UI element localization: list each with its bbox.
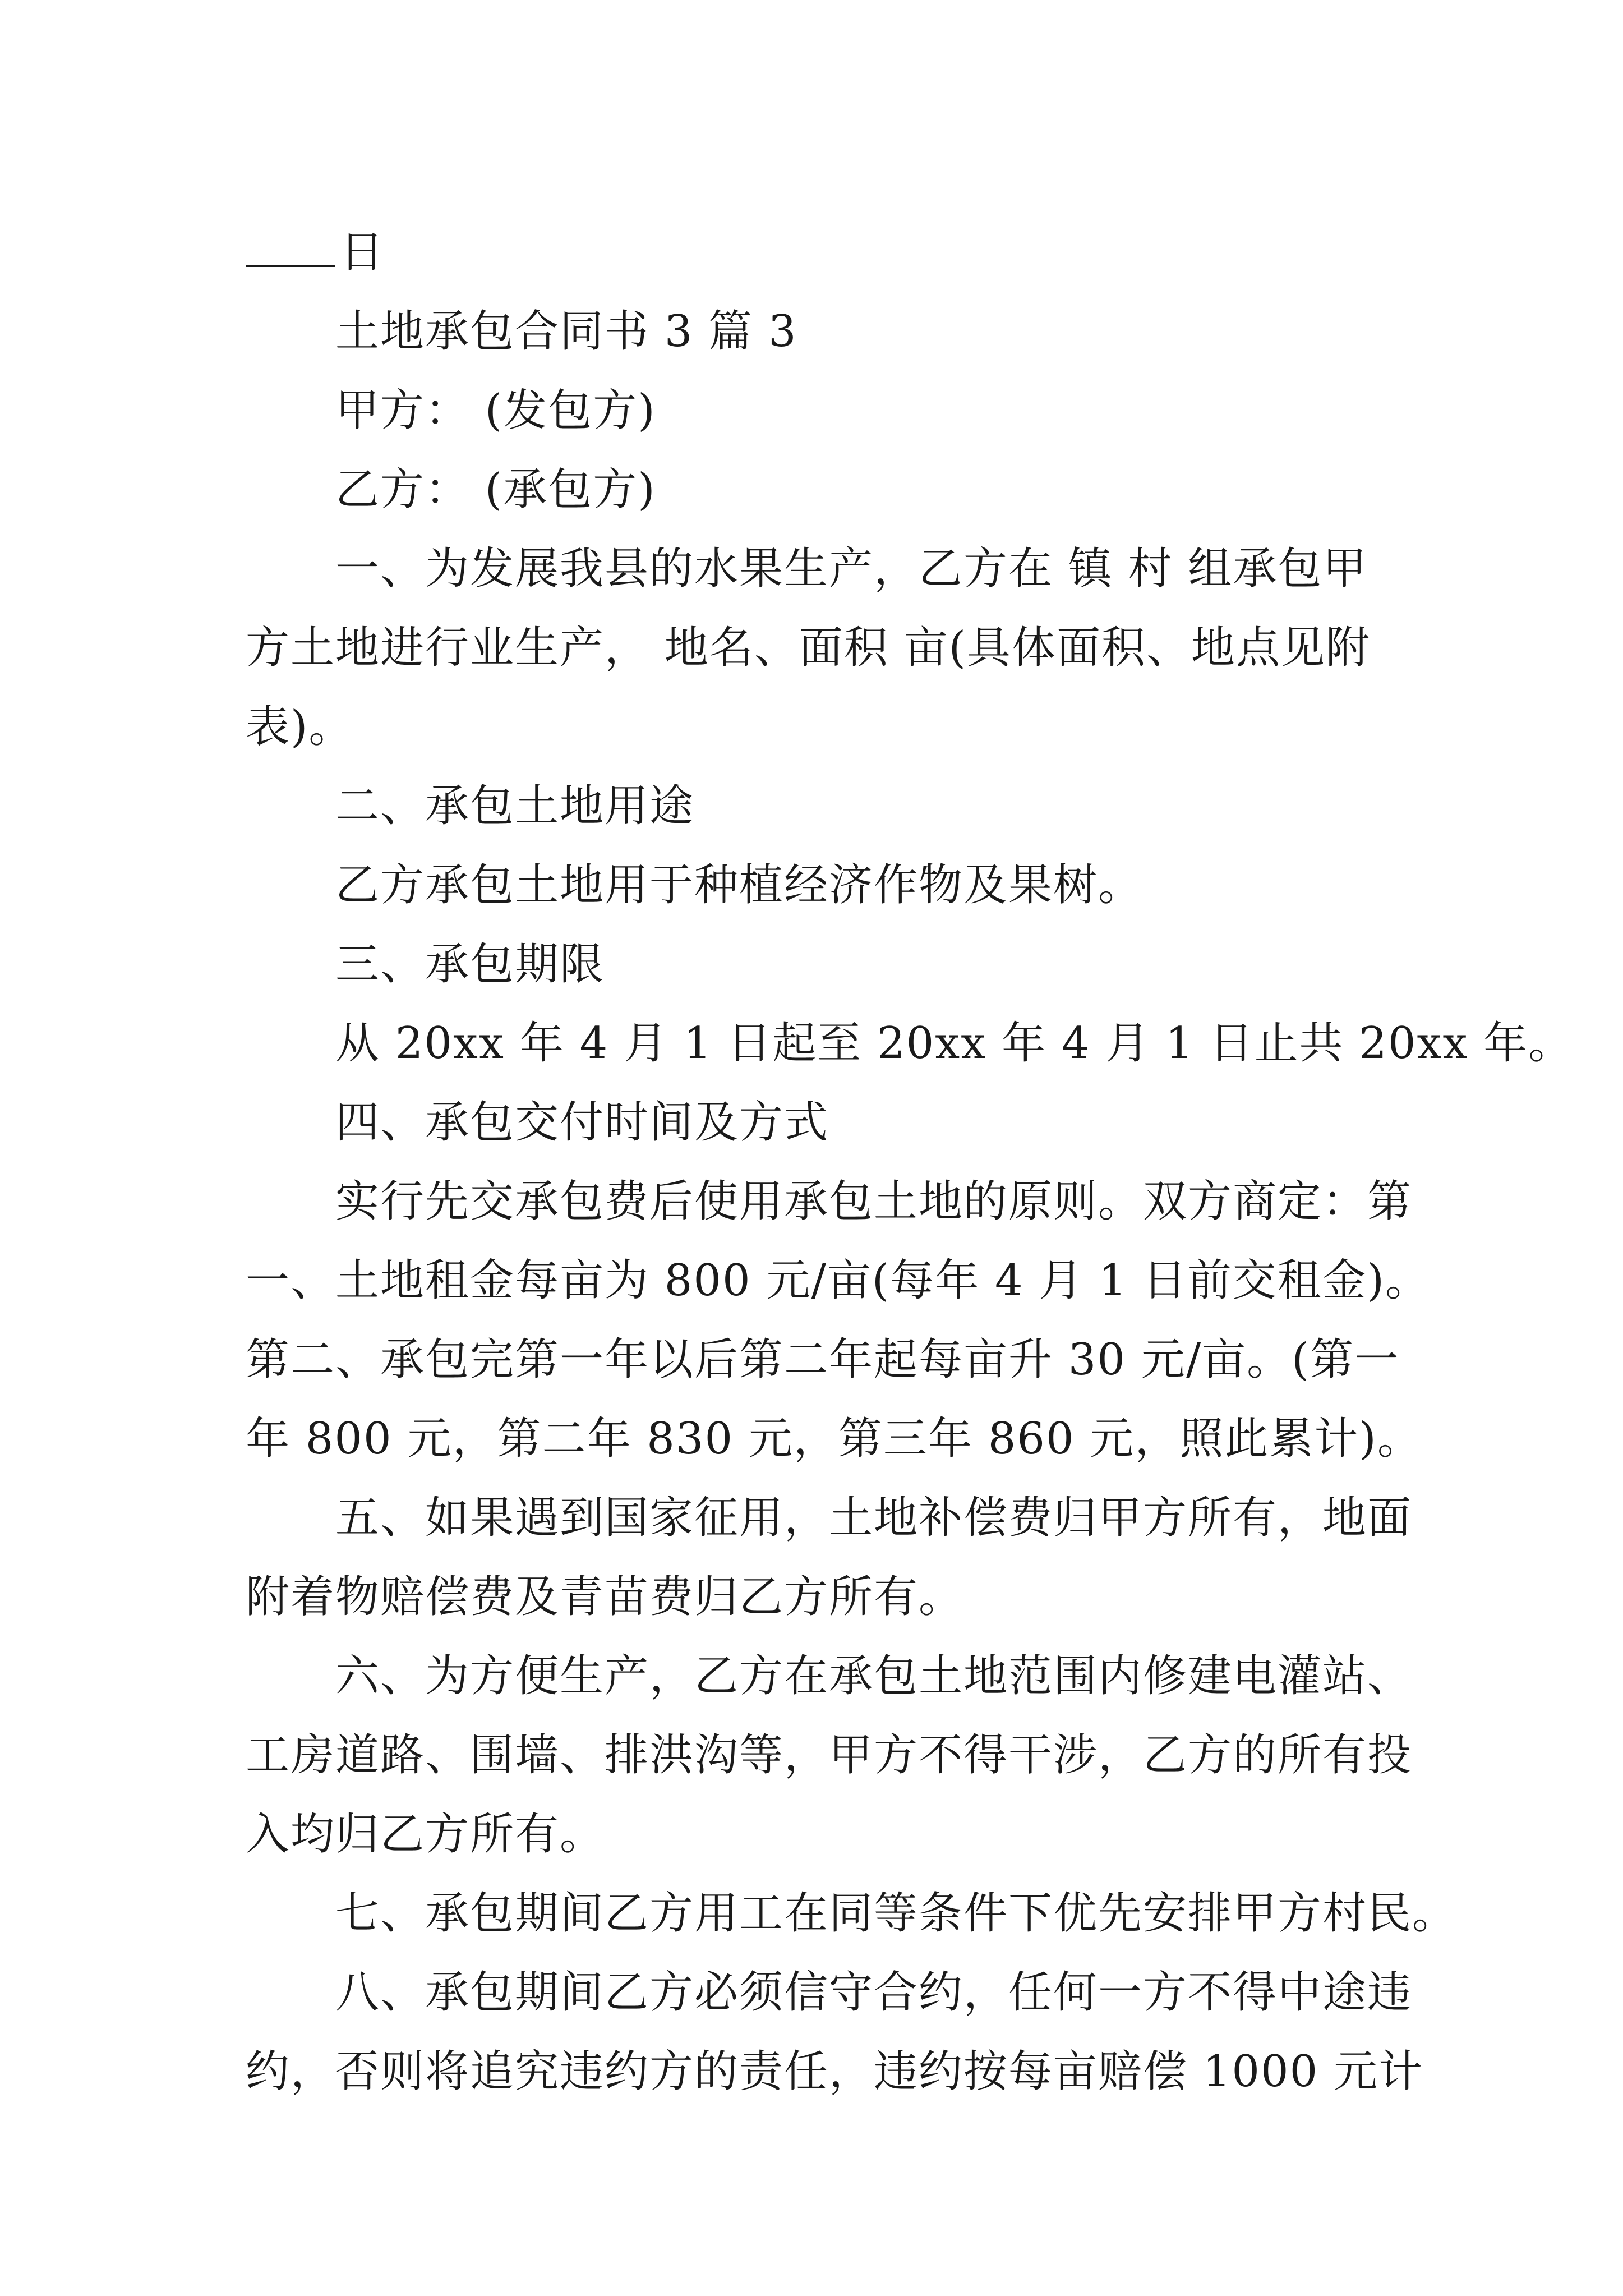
- document-line: 乙方承包土地用于种植经济作物及果树。: [335, 860, 1144, 910]
- document-line: 三、承包期限: [335, 939, 605, 990]
- date-suffix: 日: [340, 227, 385, 278]
- date-blank: [246, 226, 335, 267]
- document-body: [246, 213, 1574, 2111]
- document-line: 一、为发展我县的水果生产，乙方在 镇 村 组承包甲: [335, 544, 1368, 594]
- document-line: 年 800 元，第二年 830 元，第三年 860 元，照此累计)。: [246, 1414, 1422, 1464]
- document-line: 从 20xx 年 4 月 1 日起至 20xx 年 4 月 1 日止共 20xx 年。: [335, 1018, 1574, 1069]
- document-lines: [246, 292, 1574, 2111]
- document-line: 方土地进行业生产， 地名、面积 亩(具体面积、地点见附: [246, 623, 1371, 673]
- document-line: 甲方： (发包方): [335, 385, 656, 436]
- document-line: 七、承包期间乙方用工在同等条件下优先安排甲方村民。: [335, 1888, 1458, 1939]
- document-line: 附着物赔偿费及青苗费归乙方所有。: [246, 1572, 964, 1622]
- document-line: 入均归乙方所有。: [246, 1809, 605, 1860]
- document-line: 八、承包期间乙方必须信守合约，任何一方不得中途违: [335, 1967, 1413, 2018]
- document-line: 土地承包合同书 3 篇 3: [335, 306, 797, 357]
- document-line: 六、为方便生产，乙方在承包土地范围内修建电灌站、: [335, 1651, 1413, 1701]
- document-line: 二、承包土地用途: [335, 781, 695, 831]
- document-line: 约，否则将追究违约方的责任，违约按每亩赔偿 1000 元计: [246, 2046, 1424, 2097]
- document-line: 五、如果遇到国家征用，土地补偿费归甲方所有，地面: [335, 1493, 1413, 1543]
- document-line: 乙方： (承包方): [335, 464, 656, 515]
- document-line: 工房道路、围墙、排洪沟等，甲方不得干涉，乙方的所有投: [246, 1730, 1413, 1780]
- document-line: 实行先交承包费后使用承包土地的原则。双方商定：第: [335, 1176, 1413, 1227]
- document-line: 第二、承包完第一年以后第二年起每亩升 30 元/亩。(第一: [246, 1335, 1400, 1385]
- date-line: [246, 213, 1390, 292]
- document-line: 表)。: [246, 702, 354, 752]
- document-line: 四、承包交付时间及方式: [335, 1097, 829, 1148]
- document-line: 一、土地租金每亩为 800 元/亩(每年 4 月 1 日前交租金)。: [246, 1255, 1431, 1306]
